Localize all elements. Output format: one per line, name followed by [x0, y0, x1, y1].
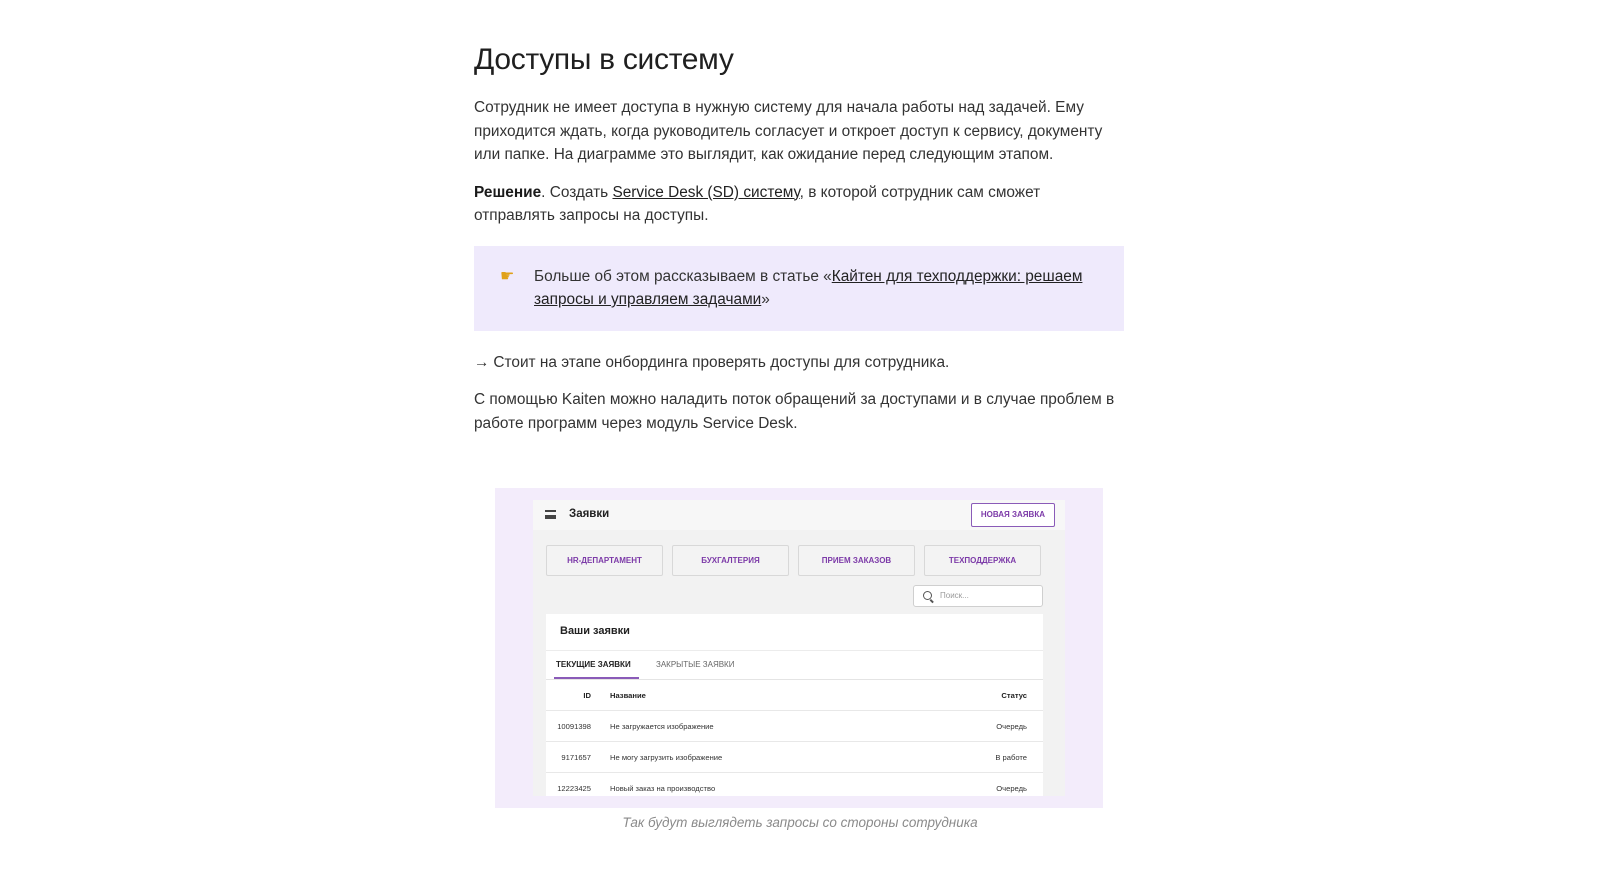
callout-text-2: » — [761, 291, 770, 308]
new-request-button[interactable]: НОВАЯ ЗАЯВКА — [971, 503, 1055, 527]
row-id: 10091398 — [557, 722, 591, 731]
requests-panel — [546, 614, 1043, 796]
row-status: Очередь — [996, 722, 1027, 731]
kaiten-support-article-link[interactable]: Кайтен для техподдержки: решаем запросы и управляем задачами — [534, 267, 1083, 308]
callout-text-1: Больше об этом рассказываем в статье « — [534, 267, 832, 285]
app-title: Заявки — [569, 508, 610, 520]
app-topbar — [533, 500, 1065, 530]
service-desk-app — [533, 500, 1065, 796]
search-input[interactable] — [913, 585, 1043, 607]
table-row[interactable] — [546, 711, 1043, 742]
solution-label: Решение — [474, 183, 542, 201]
column-status: Статус — [1001, 691, 1027, 700]
problem-paragraph: Сотрудник не имеет доступа в нужную систему для начала работы над задачей. Ему приходится ждать, когда руководитель согласует и откроет доступ к сервису, документу или папке. На диаграмме это выглядит, как ожидание перед следующим этапом. — [474, 99, 1103, 163]
section-heading: Доступы в систему — [474, 43, 734, 76]
search-placeholder: Поиск... — [940, 591, 969, 600]
article — [474, 38, 1124, 449]
service-desk-link[interactable]: Service Desk (SD) систему — [612, 183, 800, 201]
row-name: Не могу загрузить изображение — [610, 753, 723, 762]
table-header — [546, 680, 1043, 711]
service-desk-screenshot — [495, 488, 1103, 808]
column-name: Название — [610, 691, 646, 700]
request-tabs — [546, 650, 1043, 680]
kaiten-paragraph: С помощью Kaiten можно наладить поток обращений за доступами и в случае проблем в работе программ через модуль Service Desk. — [474, 391, 1115, 432]
solution-text-2: , в которой сотрудник сам сможет отправлять запросы на доступы. — [474, 183, 1041, 224]
category-hr[interactable]: HR-ДЕПАРТАМЕНТ — [546, 545, 663, 576]
panel-title: Ваши заявки — [560, 625, 630, 637]
pointing-hand-icon: ☛ — [500, 267, 515, 285]
row-name: Не загружается изображение — [610, 722, 714, 731]
category-accounting[interactable]: БУХГАЛТЕРИЯ — [672, 545, 789, 576]
table-row[interactable] — [546, 773, 1043, 796]
tab-current[interactable]: ТЕКУЩИЕ ЗАЯВКИ — [554, 651, 639, 679]
tab-closed[interactable]: ЗАКРЫТЫЕ ЗАЯВКИ — [656, 660, 735, 669]
category-buttons — [546, 545, 1041, 576]
row-id: 12223425 — [557, 784, 591, 793]
category-orders[interactable]: ПРИЕМ ЗАКАЗОВ — [798, 545, 915, 576]
search-icon — [923, 591, 932, 600]
callout-text — [534, 265, 1104, 312]
requests-table — [546, 680, 1043, 796]
tip-paragraph — [474, 351, 1124, 375]
figure-caption: Так будут выглядеть запросы со стороны сотрудника — [622, 815, 978, 830]
table-row[interactable] — [546, 742, 1043, 773]
tip-text: Стоит на этапе онбординга проверять доступы для сотрудника. — [493, 353, 950, 371]
column-id: ID — [583, 691, 591, 700]
row-name: Новый заказ на производство — [610, 784, 716, 793]
category-support[interactable]: ТЕХПОДДЕРЖКА — [924, 545, 1041, 576]
row-status: В работе — [995, 753, 1027, 762]
arrow-right-icon: → — [474, 353, 490, 371]
solution-text-1: . Создать — [541, 183, 613, 201]
row-status: Очередь — [996, 784, 1027, 793]
row-id: 9171657 — [561, 753, 591, 762]
hamburger-menu-icon[interactable] — [545, 510, 556, 519]
solution-paragraph — [474, 181, 1124, 228]
callout-box — [474, 246, 1124, 331]
